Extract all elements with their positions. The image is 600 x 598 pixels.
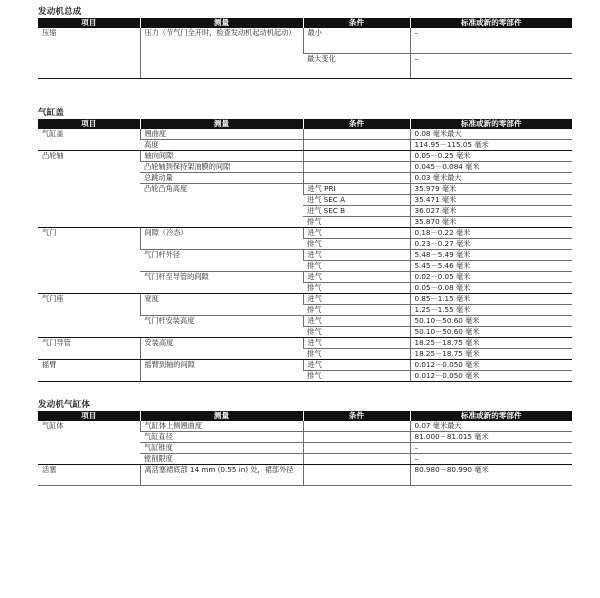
condition-cell: 进气: [303, 250, 410, 261]
measure-cell: 总跳动量: [140, 173, 303, 184]
condition-cell: 最小: [303, 28, 410, 54]
header-condition: 条件: [303, 411, 410, 421]
condition-cell: 进气: [303, 338, 410, 349]
value-cell: 0.03 毫米最大: [410, 173, 572, 184]
value-cell: 5.45－5.46 毫米: [410, 261, 572, 272]
measure-cell: 间隙（冷态）: [140, 228, 303, 250]
value-cell: 0.045－0.084 毫米: [410, 162, 572, 173]
condition-cell: 排气: [303, 217, 410, 228]
condition-cell: [303, 465, 410, 486]
condition-cell: 进气: [303, 272, 410, 283]
measure-cell: 气缸体上侧翘曲度: [140, 421, 303, 432]
value-cell: 0.18－0.22 毫米: [410, 228, 572, 239]
value-cell: 81.000－81.015 毫米: [410, 432, 572, 443]
condition-cell: 进气 PRI: [303, 184, 410, 195]
condition-cell: 进气: [303, 360, 410, 371]
condition-cell: [303, 162, 410, 173]
value-cell: 0.85－1.15 毫米: [410, 294, 572, 305]
condition-cell: 排气: [303, 305, 410, 316]
condition-cell: [303, 432, 410, 443]
measure-cell: 气缸锥度: [140, 443, 303, 454]
table-row: [38, 228, 572, 239]
section-title-block: 发动机气缸体: [38, 400, 91, 410]
measure-cell: 高度: [140, 140, 303, 151]
value-cell: 36.027 毫米: [410, 206, 572, 217]
value-cell: 0.23－0.27 毫米: [410, 239, 572, 250]
table-row: [38, 360, 572, 371]
value-cell: –: [410, 54, 572, 79]
value-cell: 0.012－0.050 毫米: [410, 360, 572, 371]
header-measure: 测量: [140, 18, 303, 28]
header-item: 项目: [38, 411, 140, 421]
condition-cell: 进气: [303, 294, 410, 305]
header-standard: 标准或新的零部件: [410, 119, 572, 129]
value-cell: 0.012－0.050 毫米: [410, 371, 572, 382]
table-header: [38, 119, 572, 129]
measure-cell: 镗削限度: [140, 454, 303, 465]
value-cell: 0.05－0.08 毫米: [410, 283, 572, 294]
table-header: [38, 18, 572, 28]
condition-cell: [303, 173, 410, 184]
measure-cell: 翘曲度: [140, 129, 303, 140]
measure-cell: 气门杆至导管的间隙: [140, 272, 303, 294]
value-cell: 18.25－18.75 毫米: [410, 349, 572, 360]
condition-cell: [303, 129, 410, 140]
value-cell: 5.48－5.49 毫米: [410, 250, 572, 261]
measure-cell: 压力（节气门全开时，检查发动机起动机起动）: [140, 28, 303, 79]
condition-cell: [303, 454, 410, 465]
condition-cell: 排气: [303, 327, 410, 338]
measure-cell: 宽度: [140, 294, 303, 316]
measure-cell: 气门杆安装高度: [140, 316, 303, 338]
spec-page: [38, 6, 572, 486]
measure-cell: 凸轮凸角高度: [140, 184, 303, 228]
measure-cell: 安装高度: [140, 338, 303, 360]
condition-cell: [303, 151, 410, 162]
value-cell: –: [410, 28, 572, 54]
header-item: 项目: [38, 119, 140, 129]
block-spec-table: [38, 411, 572, 486]
item-cell: 摇臂: [38, 360, 140, 382]
value-cell: 80.980－80.990 毫米: [410, 465, 572, 486]
condition-cell: [303, 140, 410, 151]
condition-cell: 排气: [303, 261, 410, 272]
value-cell: 50.10－50.60 毫米: [410, 316, 572, 327]
item-cell: 凸轮轴: [38, 151, 140, 228]
table-row: [38, 129, 572, 140]
value-cell: 35.979 毫米: [410, 184, 572, 195]
table-row: [38, 338, 572, 349]
table-row: [38, 294, 572, 305]
value-cell: 50.10－50.60 毫米: [410, 327, 572, 338]
measure-cell: 离活塞裙底部 14 mm (0.55 in) 处，裙部外径: [140, 465, 303, 486]
header-standard: 标准或新的零部件: [410, 411, 572, 421]
header-standard: 标准或新的零部件: [410, 18, 572, 28]
header-condition: 条件: [303, 119, 410, 129]
table-row: [38, 28, 572, 54]
table-row: [38, 151, 572, 162]
head-spec-table: [38, 119, 572, 382]
condition-cell: 进气 SEC A: [303, 195, 410, 206]
condition-cell: 排气: [303, 371, 410, 382]
engine-spec-table: [38, 18, 572, 79]
item-cell: 气缸盖: [38, 129, 140, 151]
value-cell: 1.25－1.55 毫米: [410, 305, 572, 316]
condition-cell: 进气: [303, 316, 410, 327]
condition-cell: [303, 443, 410, 454]
item-cell: 压缩: [38, 28, 140, 79]
condition-cell: 排气: [303, 239, 410, 250]
item-cell: 气缸体: [38, 421, 140, 465]
table-header: [38, 411, 572, 421]
condition-cell: 进气: [303, 228, 410, 239]
value-cell: –: [410, 454, 572, 465]
value-cell: 0.02－0.05 毫米: [410, 272, 572, 283]
measure-cell: 轴向间隙: [140, 151, 303, 162]
condition-cell: 最大变化: [303, 54, 410, 79]
value-cell: 0.05－0.25 毫米: [410, 151, 572, 162]
table-row: [38, 465, 572, 486]
condition-cell: 进气 SEC B: [303, 206, 410, 217]
measure-cell: 摇臂到轴的间隙: [140, 360, 303, 382]
value-cell: –: [410, 443, 572, 454]
table-row: [38, 421, 572, 432]
header-measure: 测量: [140, 119, 303, 129]
measure-cell: 凸轮轴到保持架油膜的间隙: [140, 162, 303, 173]
value-cell: 114.95－115.05 毫米: [410, 140, 572, 151]
value-cell: 35.870 毫米: [410, 217, 572, 228]
section-title-head: 气缸盖: [38, 108, 65, 118]
section-title-engine: 发动机总成: [38, 7, 82, 17]
value-cell: 18.25－18.75 毫米: [410, 338, 572, 349]
header-item: 项目: [38, 18, 140, 28]
measure-cell: 气门杆外径: [140, 250, 303, 272]
item-cell: 气门导管: [38, 338, 140, 360]
header-condition: 条件: [303, 18, 410, 28]
item-cell: 气门: [38, 228, 140, 294]
item-cell: 活塞: [38, 465, 140, 486]
condition-cell: 排气: [303, 283, 410, 294]
value-cell: 35.471 毫米: [410, 195, 572, 206]
value-cell: 0.08 毫米最大: [410, 129, 572, 140]
item-cell: 气门座: [38, 294, 140, 338]
measure-cell: 气缸直径: [140, 432, 303, 443]
header-measure: 测量: [140, 411, 303, 421]
condition-cell: [303, 421, 410, 432]
value-cell: 0.07 毫米最大: [410, 421, 572, 432]
condition-cell: 排气: [303, 349, 410, 360]
